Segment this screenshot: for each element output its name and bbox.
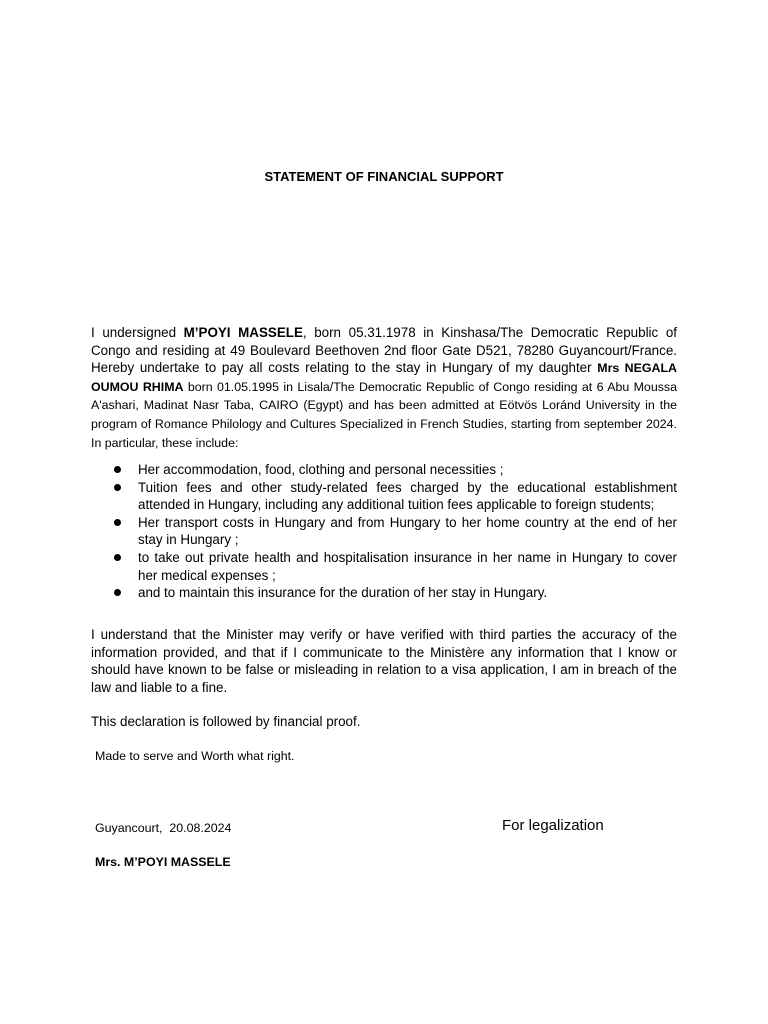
list-item: [91, 584, 677, 602]
list-item-text: Her accommodation, food, clothing and personal necessities ;: [138, 462, 504, 477]
document-title: STATEMENT OF FINANCIAL SUPPORT: [264, 169, 504, 184]
bullet-icon: [114, 466, 121, 473]
bullet-icon: [114, 484, 121, 491]
serve-paragraph: Made to serve and Worth what right.: [95, 749, 295, 763]
list-item: [91, 549, 677, 584]
expenses-list: [91, 461, 677, 602]
bullet-icon: [114, 554, 121, 561]
intro-lead: I undersigned: [91, 325, 184, 340]
bullet-icon: [114, 589, 121, 596]
financial-proof-paragraph: This declaration is followed by financial proof.: [91, 714, 361, 729]
list-item: [91, 461, 677, 479]
place-date: Guyancourt, 20.08.2024: [95, 821, 232, 835]
intro-text-2: born 01.05.1995 in Lisala/The Democratic Republic of Congo residing at 6 Abu Moussa A'ashari, Madinat Nasr Taba, CAIRO (Egypt) and has been admitted at Eötvös Loránd University in the program of Romance Philology and Cultures Specialized in French Studies, starting from september 2024. In particular, these include:: [91, 379, 677, 450]
list-item-text: and to maintain this insurance for the duration of her stay in Hungary.: [138, 585, 548, 601]
sponsor-name: M’POYI MASSELE: [183, 325, 303, 340]
intro-paragraph: [91, 324, 677, 452]
signatory-name: Mrs. M’POYI MASSELE: [95, 855, 231, 869]
list-item-text: to take out private health and hospitalisation insurance in her name in Hungary to cover her medical expenses ;: [138, 549, 677, 583]
list-item-text: Tuition fees and other study-related fees charged by the educational establishment attended in Hungary, including any additional tuition fees applicable to foreign students;: [138, 479, 677, 513]
verification-paragraph: I understand that the Minister may verify or have verified with third parties the accuracy of the information provided, and that if I communicate to the Ministère any information that I know or should have known to be false or misleading in relation to a visa application, I am in breach of the law and liable to a fine.: [91, 627, 677, 695]
legalization-label: For legalization: [502, 817, 604, 834]
list-item: [91, 479, 677, 514]
list-item: [91, 514, 677, 549]
bullet-icon: [114, 519, 121, 526]
list-item-text: Her transport costs in Hungary and from Hungary to her home country at the end of her stay in Hungary ;: [138, 514, 677, 548]
intro-text-1: , born 05.31.1978 in Kinshasa/The Democratic Republic of Congo and residing at 49 Boulevard Beethoven 2nd floor Gate D521, 78280 Guyancourt/France. Hereby undertake to pay all costs relating to the stay in Hungary of my daughter: [91, 325, 677, 376]
student-name: Mrs NEGALA OUMOU RHIMA: [91, 361, 677, 394]
